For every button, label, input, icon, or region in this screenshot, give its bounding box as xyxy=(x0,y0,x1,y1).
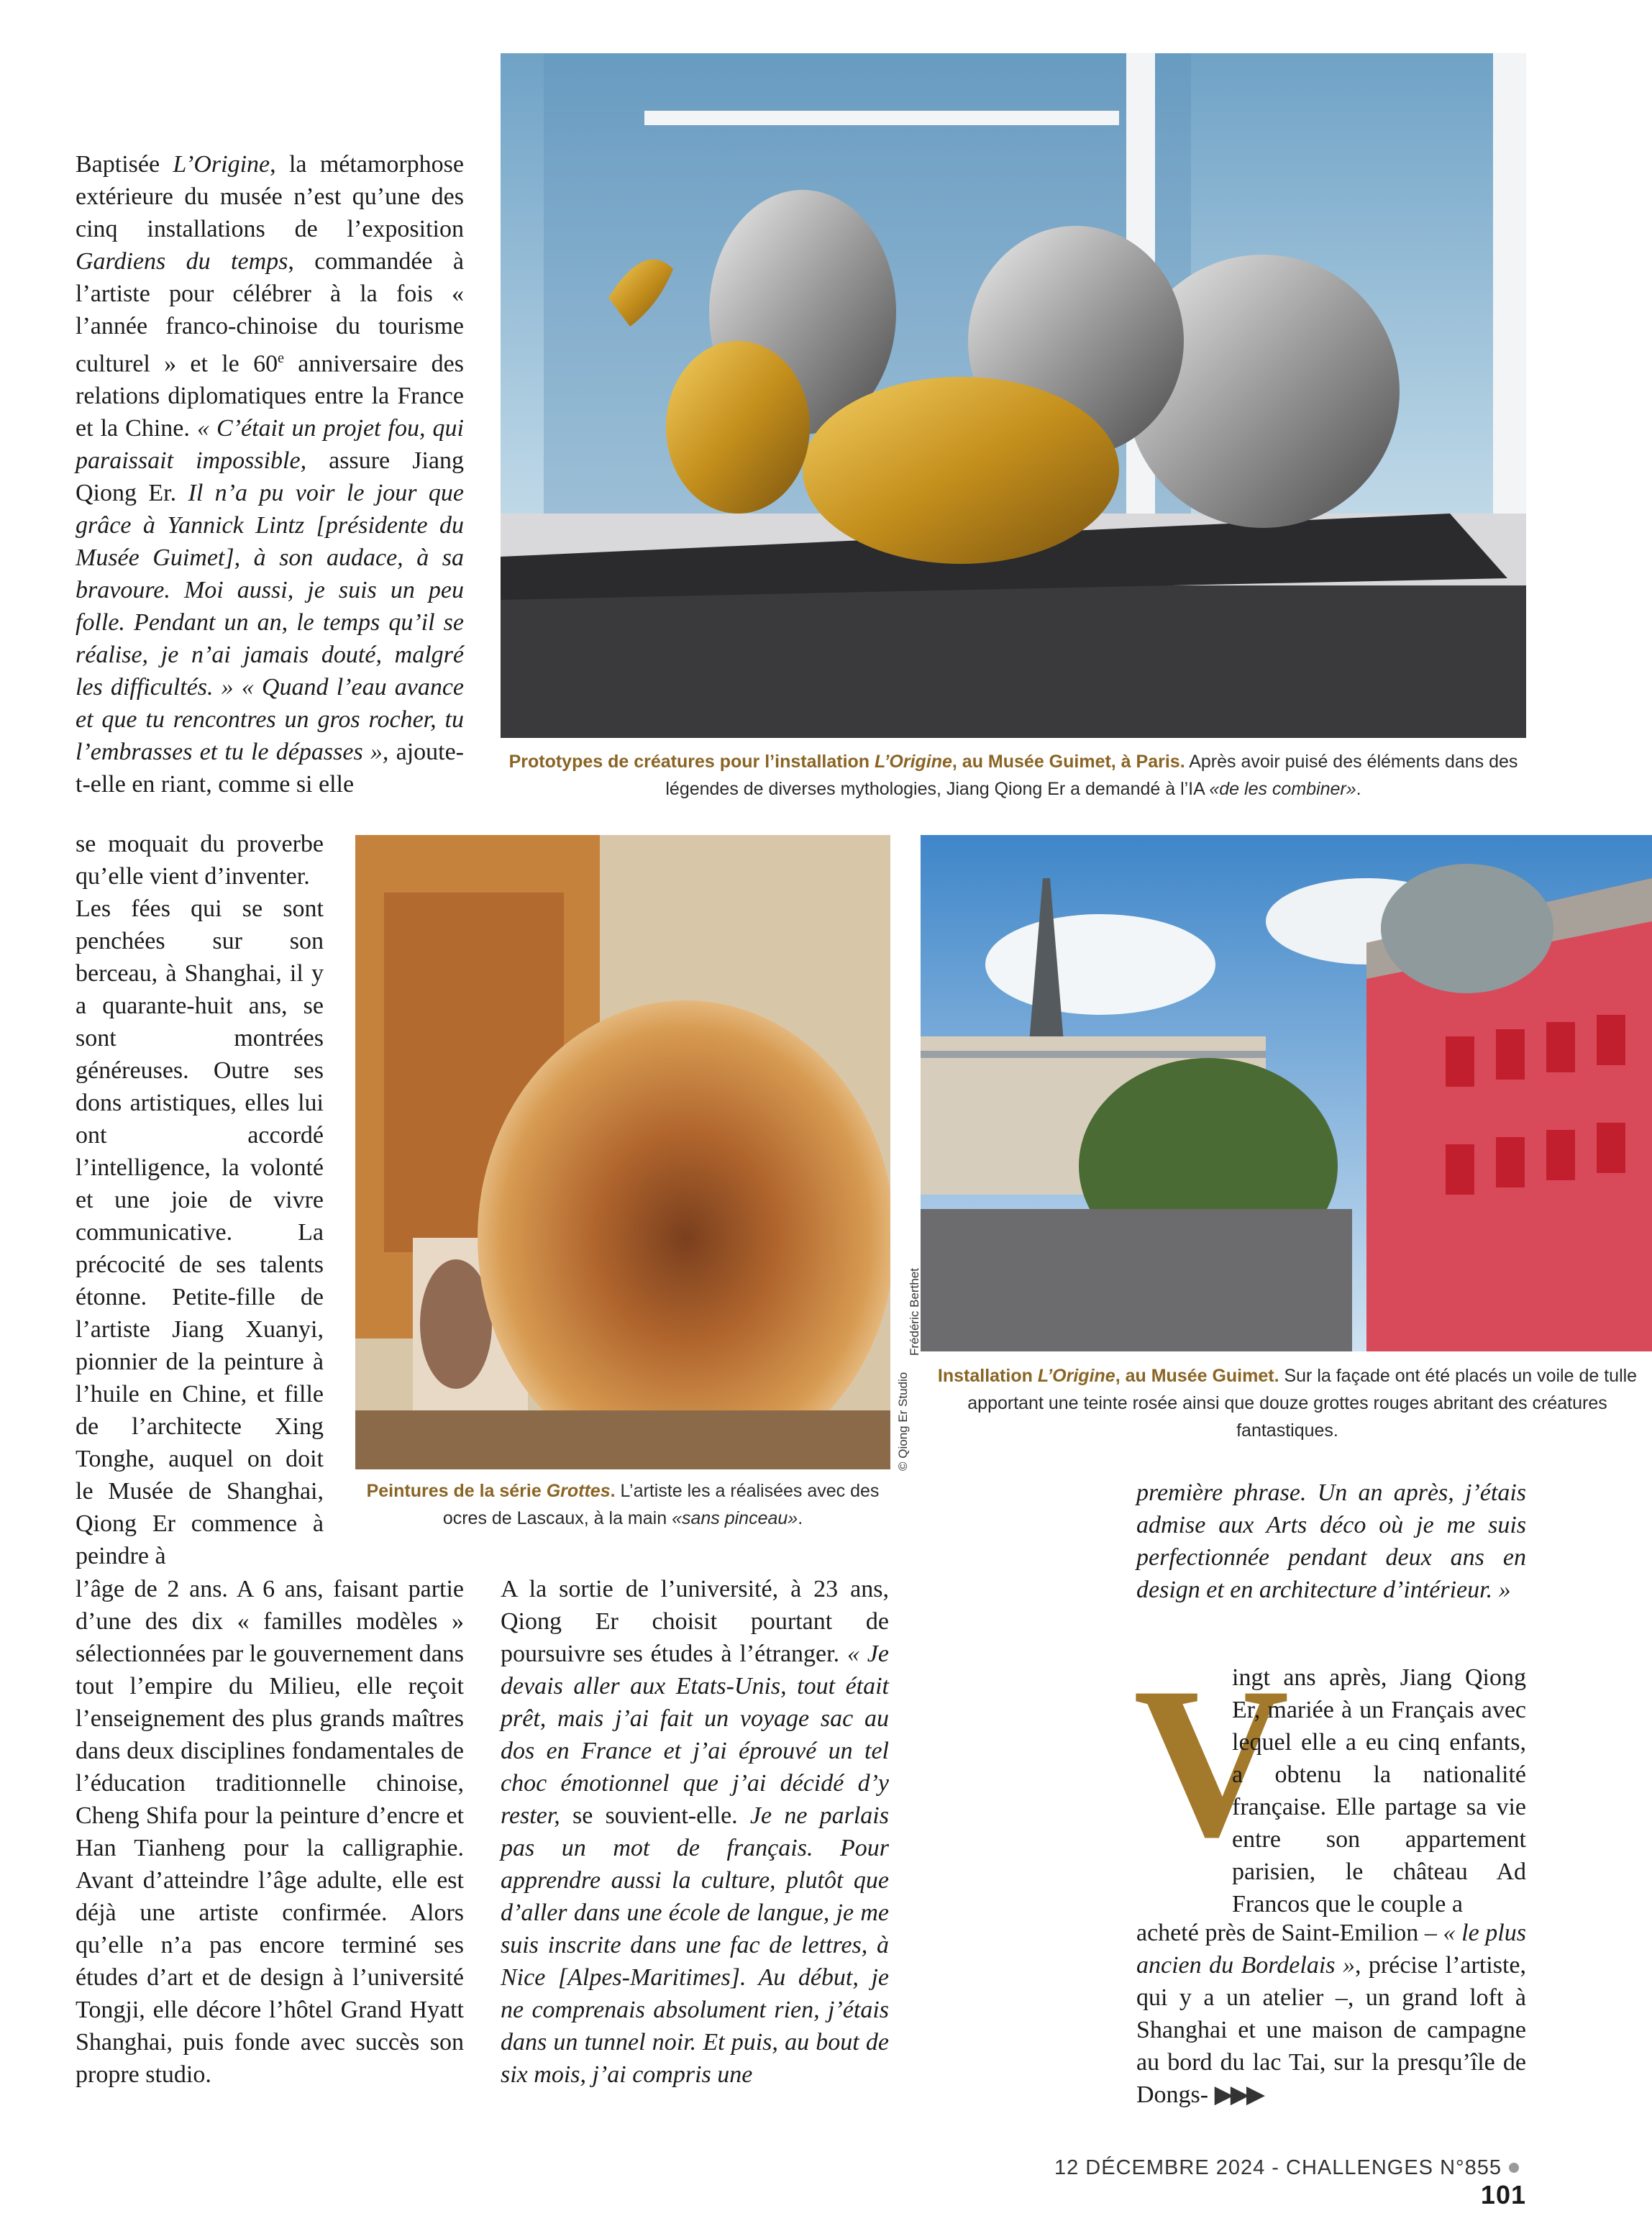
caption-top-bold-italic: L’Origine xyxy=(875,752,952,772)
photo-caption-left xyxy=(355,1477,890,1532)
text-italic: Je ne parlais pas un mot de français. Pour apprendre aussi la culture, plutôt que d’aller dans une école de langue, je me suis inscrite dans une fac de lettres, à Nice [Alpes-Maritimes]. Au début, je ne comprenais absolument rien, j’étais dans un tunnel noir. Et puis, au bout de six mois, j’ai compris une xyxy=(501,1802,889,2088)
text-italic: « Je devais aller aux Etats-Unis, tout était prêt, mais j’ai fait un voyage sac au dos en France et j’ai éprouvé un tel choc émotionnel que j’ai décidé d’y rester, xyxy=(501,1641,889,1829)
photo-credit-right: Frédéric Berthet xyxy=(908,1268,921,1356)
text-span: A la sortie de l’université, à 23 ans, Qiong Er choisit pourtant de poursuivre ses études à l’étranger. xyxy=(501,1576,889,1667)
page-number: 101 xyxy=(1480,2180,1526,2209)
text-span: , commandée à l’artiste pour célébrer à la fois « l’année franco-chinoise du tourisme culturel » et le 60 xyxy=(76,248,464,378)
paragraph1-end: se moquait du proverbe qu’elle vient d’inventer. xyxy=(76,831,324,890)
text-italic: « le plus ancien du Bordelais » xyxy=(1136,1920,1526,1979)
caption-left-text: L’artiste les a réalisées avec des ocres de Lascaux, à la main xyxy=(442,1481,880,1528)
caption-top-text: Après avoir puisé des éléments dans des légendes de diverses mythologies, Jiang Qiong Er a demandé à l’IA xyxy=(665,752,1518,799)
caption-top-italic: «de les combiner» xyxy=(1209,779,1356,799)
text-span: , précise l’artiste, qui y a un atelier –, un grand loft à Shanghai et une maison de campagne au bord du lac Tai, sur la presqu’île de Dongs- xyxy=(1136,1952,1526,2108)
quote-text: première phrase. Un an après, j’étais admise aux Arts déco où je me suis perfectionnée pendant deux ans en design et en architecture d’intérieur. » xyxy=(1136,1479,1526,1603)
caption-right-bold-2: , au Musée Guimet. xyxy=(1115,1366,1279,1386)
paragraph2-narrow: Les fées qui se sont penchées sur son berceau, à Shanghai, il y a quarante-huit ans, se sont montrées généreuses. Outre ses dons artistiques, elles lui ont accordé l’intelligence, la volonté et une joie de vivre communicative. La précocité de ses talents étonne. Petite-fille de l’artiste Jiang Xuanyi, pionnier de la peinture à l’huile en Chine, et fille de l’architecte Xing Tonghe, auquel on doit le Musée de Shanghai, Qiong Er commence à peindre à xyxy=(76,895,324,1569)
column3-narrow xyxy=(1232,1661,1526,1920)
page-footer xyxy=(1014,2156,1526,2210)
caption-top-bold: Prototypes de créatures pour l’installation xyxy=(508,752,875,772)
photo-caption-right xyxy=(923,1362,1651,1444)
photo-credit-left: © Qiong Er Studio xyxy=(896,1372,910,1471)
paragraph2-wide: l’âge de 2 ans. A 6 ans, faisant partie d’une des dix « familles modèles » sélectionnées par le gouvernement dans tout l’empire du Milieu, elle reçoit l’enseignement des plus grands maîtres dans deux disciplines fondamentales de l’éducation traditionnelle chinoise, Cheng Shifa pour la peinture d’encre et Han Tianheng pour la calligraphie. Avant d’atteindre l’âge adulte, elle est déjà une artiste confirmée. Alors qu’elle n’a pas encore terminé ses études d’art et de design à l’université Tongji, elle décore l’hôtel Grand Hyatt Shanghai, puis fonde avec succès son propre studio. xyxy=(76,1576,465,2088)
column1-paragraph2-wide xyxy=(76,1573,464,2091)
column3-wide xyxy=(1136,1917,1526,2111)
text-span: ajoute-t-elle en riant, comme si elle xyxy=(76,739,464,798)
text-span: se souvient-elle. xyxy=(560,1802,750,1829)
caption-left-bold-2: . xyxy=(610,1481,616,1501)
caption-top-bold-2: , au Musée Guimet, à Paris. xyxy=(952,752,1185,772)
text-italic: L’Origine xyxy=(173,151,270,178)
photo-caption-top xyxy=(501,748,1526,803)
text-italic: « C’était un projet fou, qui paraissait impossible, xyxy=(76,415,464,475)
text-italic: Gardiens du temps xyxy=(76,248,288,275)
text-span: assure Jiang Qiong Er. xyxy=(76,447,464,507)
caption-left-bold-italic: Grottes xyxy=(546,1481,611,1501)
text-italic: Il n’a pu voir le jour que grâce à Yannick Lintz [présidente du Musée Guimet], à son audace, à sa bravoure. Moi aussi, je suis un peu folle. Pendant un an, le temps qu’il se réalise, je n’ai jamais douté, malgré les difficultés. » « Quand l’eau avance et que tu rencontres un gros rocher, tu l’embrasses et tu le dépasses », xyxy=(76,480,464,766)
caption-right-text: Sur la façade ont été placés un voile de tulle apportant une teinte rosée ainsi que douze grottes rouges abritant des créatures fantastiques. xyxy=(967,1366,1638,1441)
paragraph-narrow: ingt ans après, Jiang Qiong Er, mariée à un Français avec lequel elle a eu cinq enfants, a obtenu la nationalité française. Elle partage sa vie entre son appartement parisien, le château Ad Francos que le couple a xyxy=(1232,1664,1526,1917)
text-span: Baptisée xyxy=(76,151,173,178)
column3-quote xyxy=(1136,1477,1526,1606)
caption-right-bold: Installation xyxy=(937,1366,1038,1386)
sculptures-photo xyxy=(501,53,1526,738)
column2-paragraph xyxy=(501,1573,889,2091)
text-span: anniversaire des relations diplomatiques entre la France et la Chine. xyxy=(76,350,464,442)
drop-cap: V xyxy=(1133,1643,1290,1881)
separator-dot-icon xyxy=(1509,2163,1519,2173)
caption-left-end: . xyxy=(798,1508,803,1528)
superscript: e xyxy=(278,350,284,366)
caption-left-italic: «sans pinceau» xyxy=(672,1508,798,1528)
caption-top-end: . xyxy=(1356,779,1361,799)
column1-paragraph1 xyxy=(76,148,464,800)
continue-arrows-icon: ▶▶▶ xyxy=(1214,2080,1263,2109)
issue-info: 12 DÉCEMBRE 2024 - CHALLENGES N°855 xyxy=(1054,2156,1502,2179)
caption-right-bold-italic: L’Origine xyxy=(1037,1366,1115,1386)
museum-facade-photo xyxy=(921,835,1652,1351)
column1-narrow-block xyxy=(76,828,324,1572)
text-span: acheté près de Saint-Emilion – xyxy=(1136,1920,1443,1946)
text-span: , la métamorphose extérieure du musée n’est qu’une des cinq installations de l’exposition xyxy=(76,151,465,242)
paintings-photo xyxy=(355,835,890,1469)
caption-left-bold: Peintures de la série xyxy=(366,1481,547,1501)
